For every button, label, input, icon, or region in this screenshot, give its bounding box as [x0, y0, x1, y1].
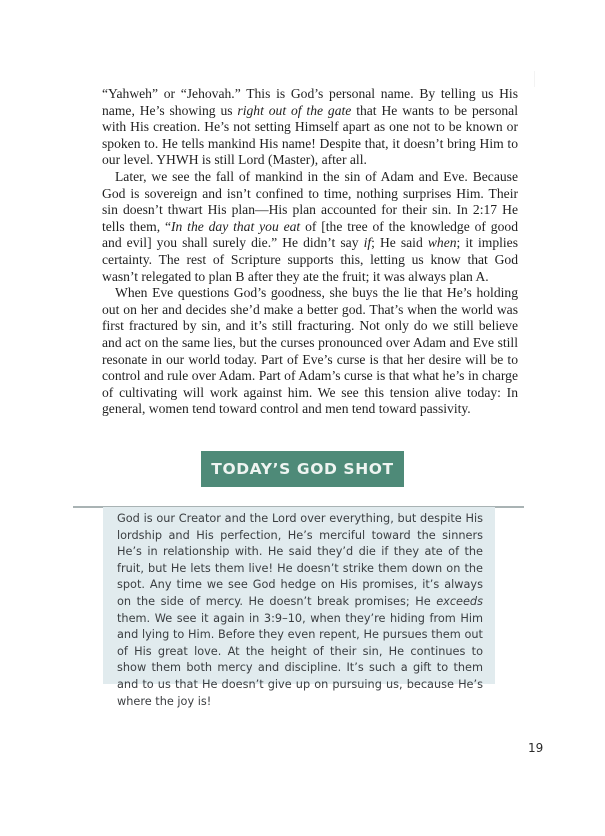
- text-run: ; it implies certainty. The rest of Scripture supports this, letting us know that God wasn’t relegated to plan B after they ate the fruit; it was always plan A.: [102, 235, 518, 284]
- paragraph: [102, 86, 518, 169]
- section-header: [201, 451, 404, 487]
- italic-text-run: if: [363, 235, 372, 251]
- text-run: them. We see it again in 3:9–10, when they’re hiding from Him and lying to Him. Before they even repent, He pursues them out of His great love. At the height of their sin, He continues to show them both mercy and discipline. It’s such a gift to them and to us that He doesn’t give up on pursuing us, because He’s where the joy is!: [117, 611, 483, 708]
- text-run: When Eve questions God’s goodness, she buys the lie that He’s holding out on her and decides she’d make a better god. That’s when the world was first fractured by sin, and it’s still fracturing. Not only do we still believe and act on the same lies, but the curses pronounced over Adam and Eve still resonate in our world today. Part of Eve’s curse is that her desire will be to control and rule over Adam. Part of Adam’s curse is that what he’s in charge of cultivating will work against him. We see this tension alive today: In general, women tend toward control and men tend toward passivity.: [102, 285, 518, 417]
- god-shot-text: [117, 511, 483, 710]
- body-text: [102, 86, 518, 418]
- page-number: 19: [528, 741, 544, 755]
- text-run: of [the tree of the knowledge of good and evil] you shall surely die.” He didn’t say: [102, 218, 518, 251]
- scan-artifact: [534, 71, 535, 87]
- paragraph: [102, 169, 518, 285]
- paragraph: [102, 285, 518, 418]
- italic-text-run: exceeds: [436, 594, 483, 608]
- text-run: that He wants to be personal with His creation. He’s not setting Himself apart as one not to be known or spoken to. He tells mankind His name! Despite that, it doesn’t bring Him to our level. YHWH is still Lord (Master), after all.: [102, 102, 518, 168]
- italic-text-run: right out of the gate: [237, 102, 352, 118]
- text-run: ; He said: [371, 235, 428, 251]
- text-run: God is our Creator and the Lord over everything, but despite His lordship and His perfection, He’s merciful toward the sinners He’s in relationship with. He said they’d die if they ate of the fruit, but He lets them live! He doesn’t strike them down on the spot. Any time we see God hedge on His promises, it’s always on the side of mercy. He doesn’t break promises; He: [117, 512, 483, 608]
- text-run: “Yahweh” or “Jehovah.” This is God’s personal name. By telling us His name, He’s showing us: [102, 86, 518, 118]
- italic-text-run: In the day that you eat: [170, 218, 301, 234]
- italic-text-run: when: [427, 235, 457, 251]
- text-run: Later, we see the fall of mankind in the sin of Adam and Eve. Because God is sovereign and isn’t confined to time, nothing surprises Him. Their sin doesn’t thwart His plan—His plan accounted for their sin. In 2:17 He tells them, “: [102, 168, 518, 234]
- section-title: TODAY’S GOD SHOT: [211, 460, 394, 478]
